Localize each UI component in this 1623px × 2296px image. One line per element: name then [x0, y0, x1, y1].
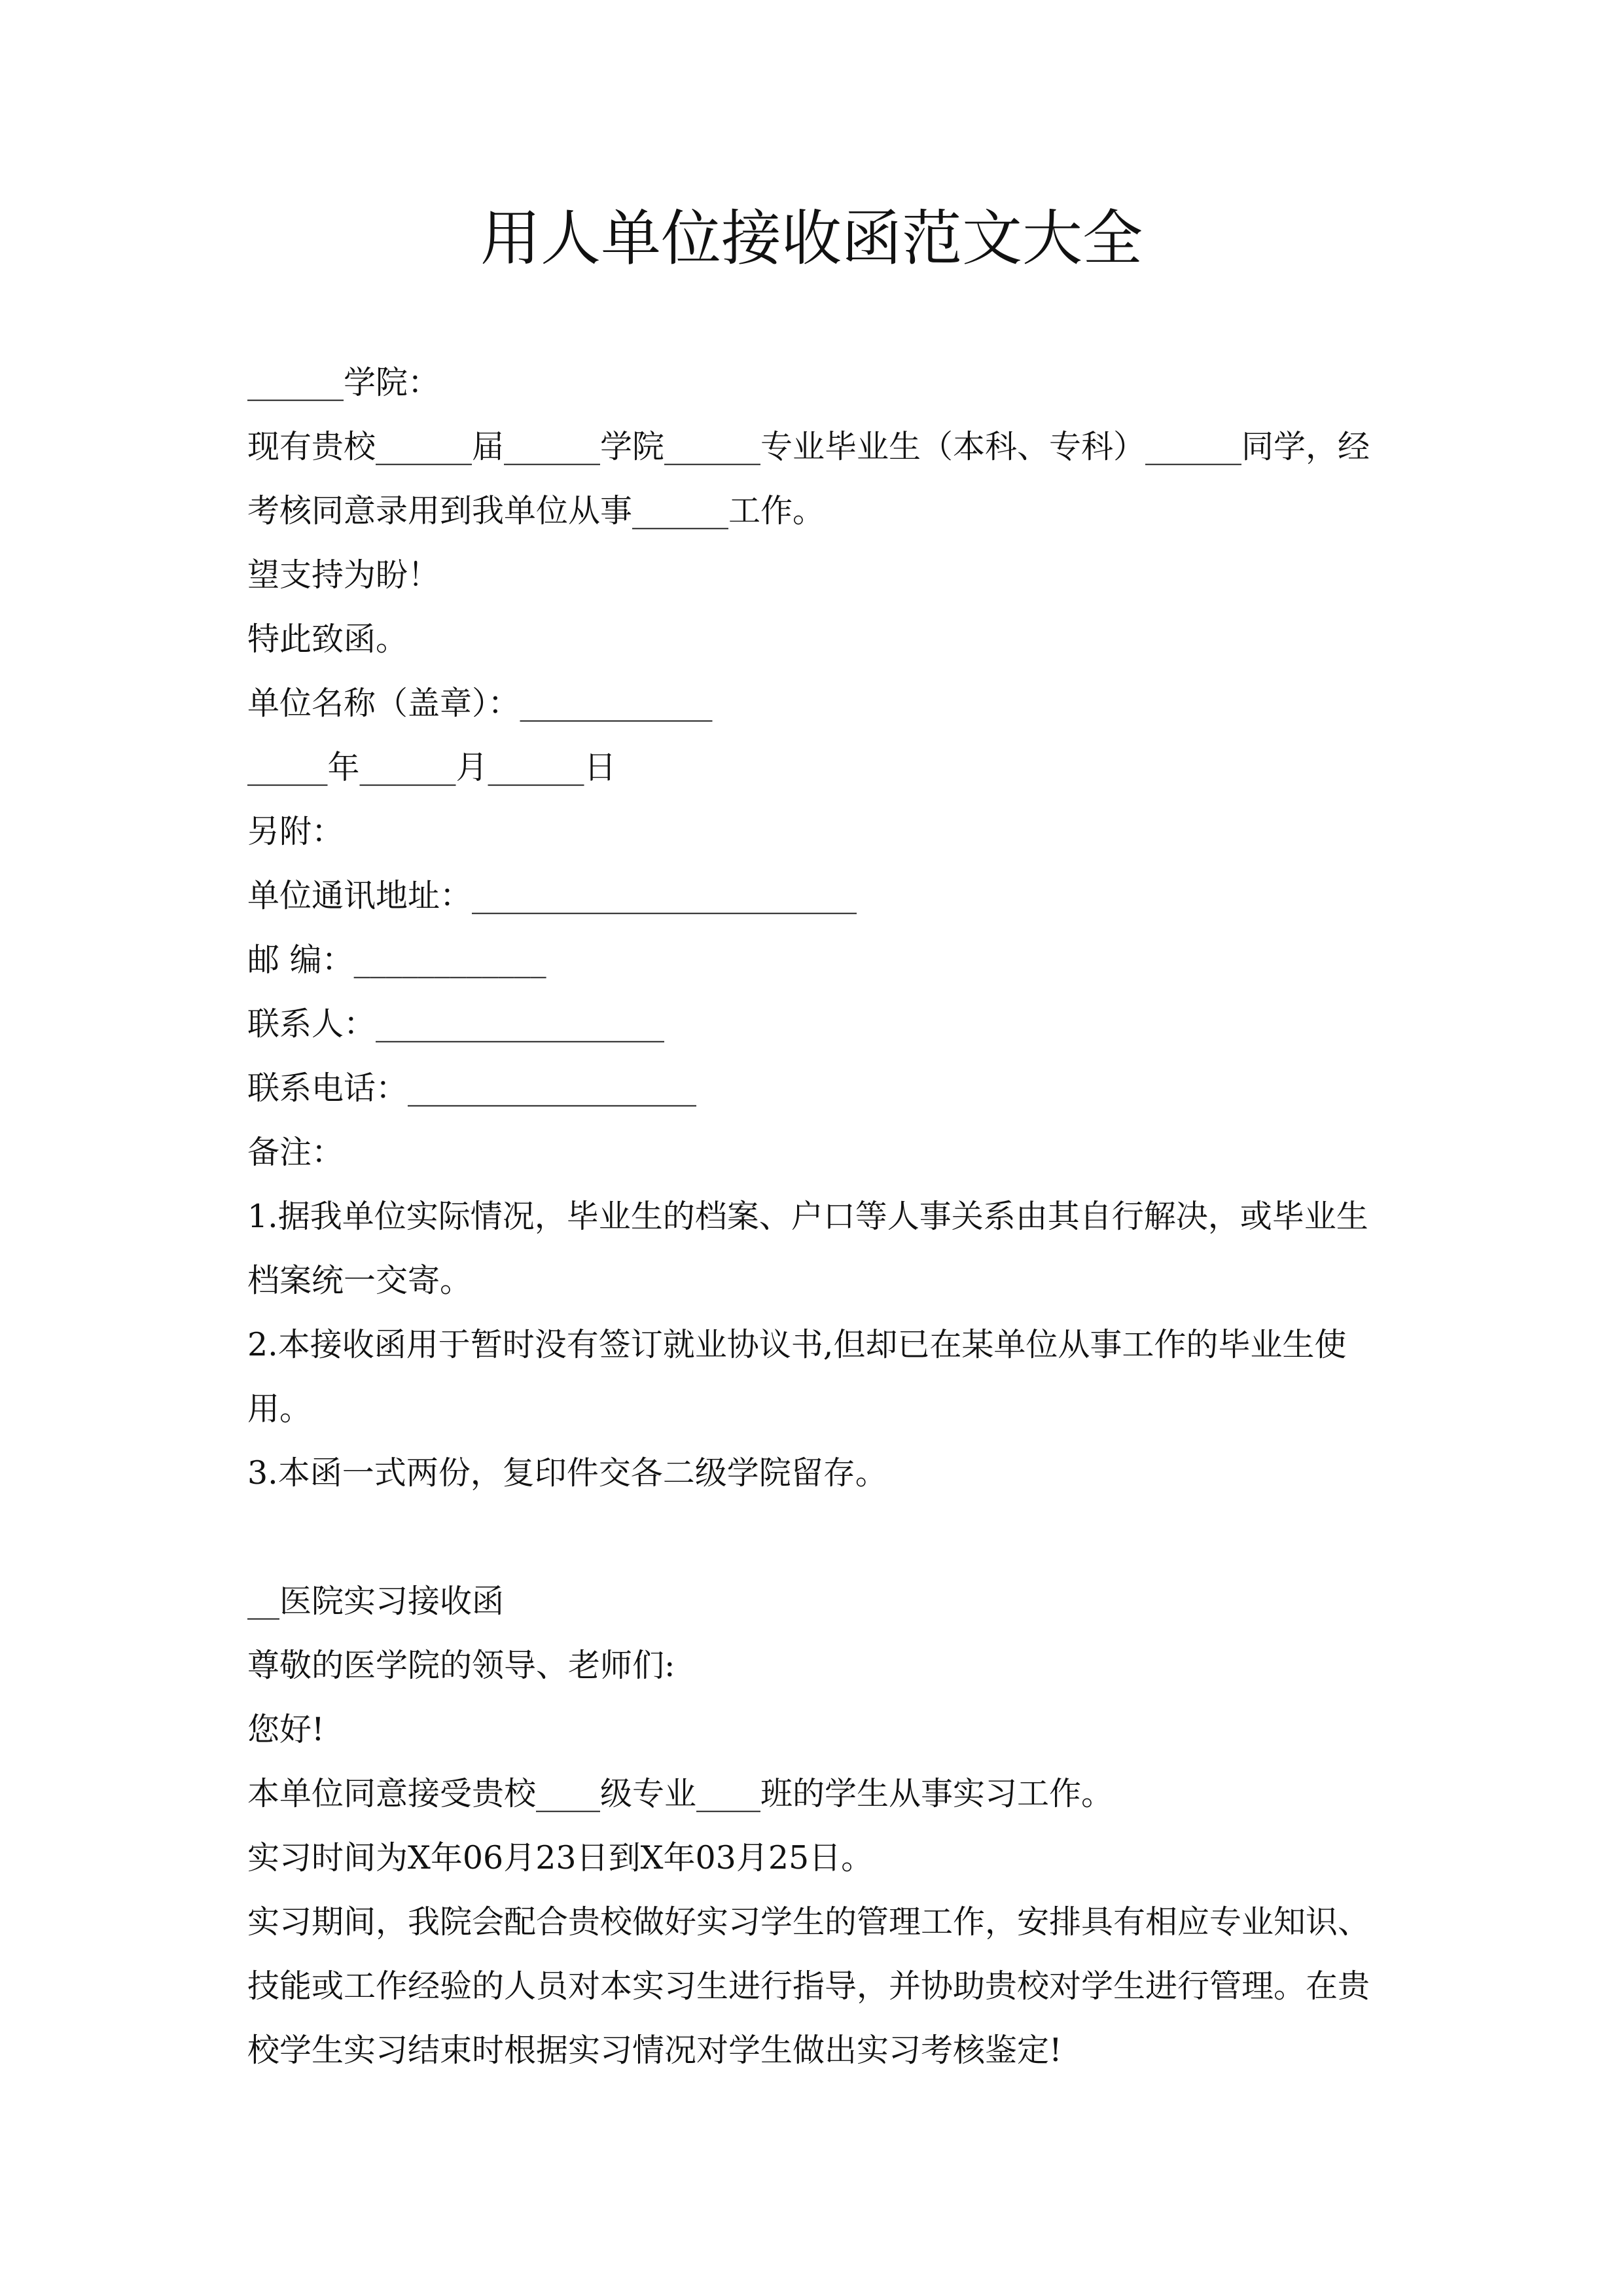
- text-line: 档案统一交寄。: [247, 1262, 473, 1299]
- text-line: 现有贵校______届______学院______专业毕业生（本科、专科）______同学，经: [247, 428, 1370, 465]
- text-line: 考核同意录用到我单位从事______工作。: [247, 492, 825, 529]
- text-line: 技能或工作经验的人员对本实习生进行指导，并协助贵校对学生进行管理。在贵: [247, 1967, 1370, 2005]
- text-line: 备注：: [247, 1134, 344, 1171]
- text-line: 校学生实习结束时根据实习情况对学生做出实习考核鉴定!: [247, 2032, 1062, 2069]
- text-line: 单位通讯地址：________________________: [247, 877, 857, 914]
- text-line: 3.本函一式两份，复印件交各二级学院留存。: [247, 1454, 887, 1492]
- text-line: 另附：: [247, 813, 344, 850]
- text-line: 邮 编：____________: [247, 941, 546, 978]
- document-title: 用人单位接收函范文大全: [480, 204, 1143, 274]
- text-line: 1.据我单位实际情况，毕业生的档案、户口等人事关系由其自行解决，或毕业生: [247, 1198, 1368, 1235]
- text-line: 实习时间为X年06月23日到X年03月25日。: [247, 1839, 874, 1876]
- text-line: 特此致函。: [247, 620, 408, 658]
- document-body: [247, 351, 1370, 2083]
- text-line: 联系人：__________________: [247, 1005, 665, 1043]
- text-line: ______学院：: [247, 364, 440, 401]
- text-line: 您好!: [247, 1711, 325, 1748]
- text-line: 尊敬的医学院的领导、老师们:: [247, 1647, 675, 1684]
- text-line: __医院实习接收函: [247, 1583, 505, 1620]
- text-line: 本单位同意接受贵校____级专业____班的学生从事实习工作。: [247, 1775, 1114, 1812]
- text-line: 望支持为盼！: [247, 556, 440, 594]
- text-line: _____年______月______日: [247, 749, 616, 786]
- text-line: 单位名称（盖章）：____________: [247, 685, 713, 722]
- text-line: 2.本接收函用于暂时没有签订就业协议书,但却已在某单位从事工作的毕业生使: [247, 1326, 1347, 1363]
- text-line: [247, 1505, 1370, 1570]
- text-line: 实习期间，我院会配合贵校做好实习学生的管理工作，安排具有相应专业知识、: [247, 1903, 1370, 1941]
- text-line: 联系电话：__________________: [247, 1069, 697, 1107]
- text-line: 用。: [247, 1390, 312, 1427]
